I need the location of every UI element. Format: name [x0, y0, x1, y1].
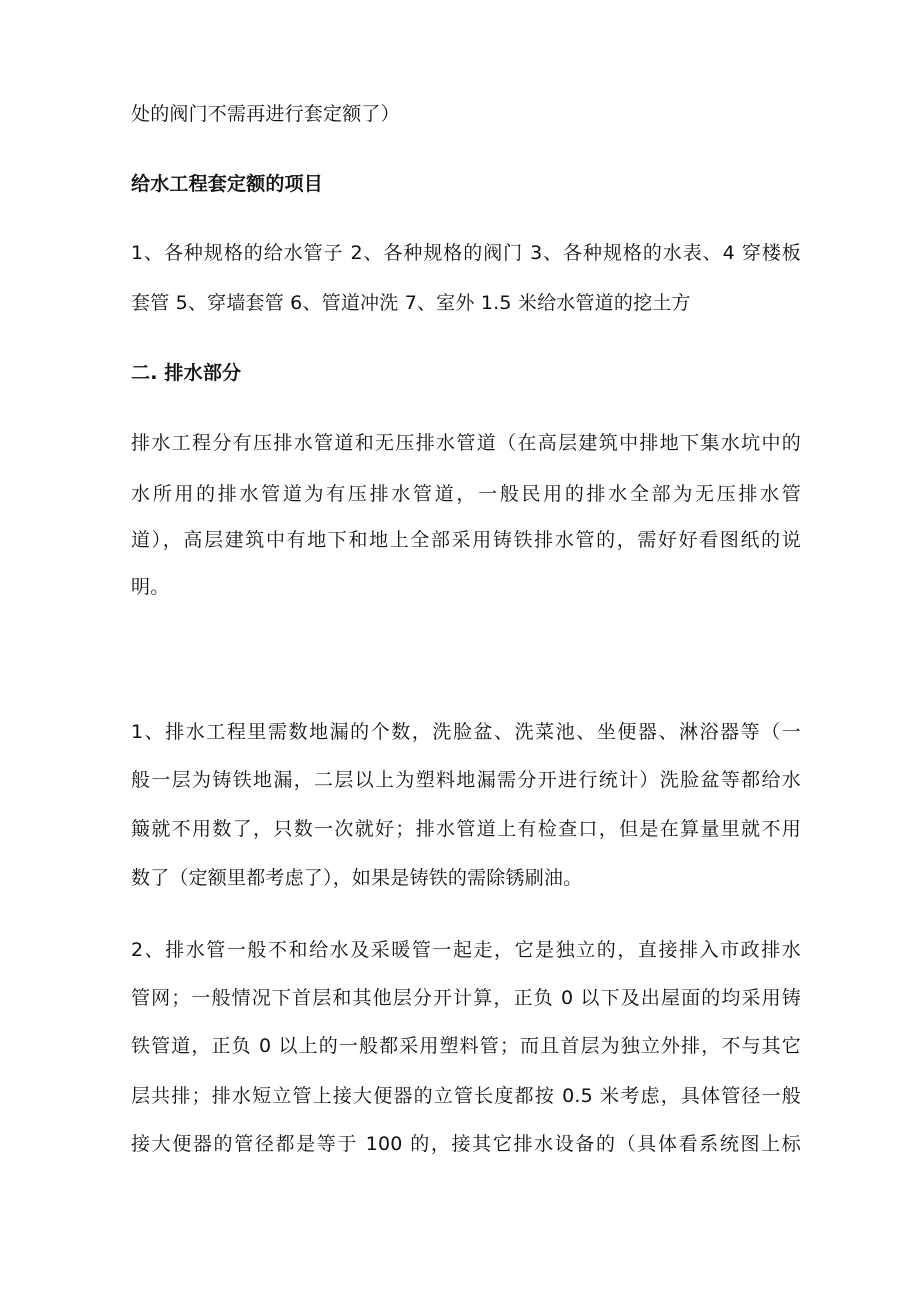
drainage-intro-line-3: 道），高层建筑中有地下和地上全部采用铸铁排水管的，需好好看图纸的说: [131, 529, 801, 551]
point-2-line-3: 铁管道，正负 0 以上的一般都采用塑料管；而且首层为独立外排，不与其它: [131, 1035, 801, 1057]
point-2-line-5: 接大便器的管径都是等于 100 的，接其它排水设备的（具体看系统图上标: [131, 1133, 801, 1155]
point-2-line-4: 层共排；排水短立管上接大便器的立管长度都按 0.5 米考虑，具体管径一般: [131, 1085, 801, 1107]
point-1-line-2: 般一层为铸铁地漏，二层以上为塑料地漏需分开进行统计）洗脸盆等都给水: [131, 769, 801, 791]
drainage-intro-line-1: 排水工程分有压排水管道和无压排水管道（在高层建筑中排地下集水坑中的: [131, 432, 801, 454]
water-supply-heading: 给水工程套定额的项目: [131, 173, 324, 195]
drainage-intro-line-2: 水所用的排水管道为有压排水管道，一般民用的排水全部为无压排水管: [131, 483, 801, 505]
point-2-line-2: 管网；一般情况下首层和其他层分开计算，正负 0 以下及出屋面的均采用铸: [131, 987, 801, 1009]
point-1-line-4: 数了（定额里都考虑了），如果是铸铁的需除锈刷油。: [131, 867, 583, 889]
drainage-heading: 二. 排水部分: [131, 362, 242, 384]
point-1-line-1: 1、排水工程里需数地漏的个数，洗脸盆、洗菜池、坐便器、淋浴器等（一: [131, 721, 801, 743]
point-1-line-3: 簸就不用数了，只数一次就好；排水管道上有检查口，但是在算量里就不用: [131, 818, 801, 840]
continuation-text: 处的阀门不需再进行套定额了）: [131, 103, 400, 125]
drainage-intro-line-4: 明。: [131, 576, 170, 598]
water-supply-items-line-2: 套管 5、穿墙套管 6、管道冲洗 7、室外 1.5 米给水管道的挖土方: [131, 292, 691, 314]
water-supply-items-line-1: 1、各种规格的给水管子 2、各种规格的阀门 3、各种规格的水表、4 穿楼板: [131, 242, 801, 264]
point-2-line-1: 2、排水管一般不和给水及采暖管一起走，它是独立的，直接排入市政排水: [131, 939, 801, 961]
